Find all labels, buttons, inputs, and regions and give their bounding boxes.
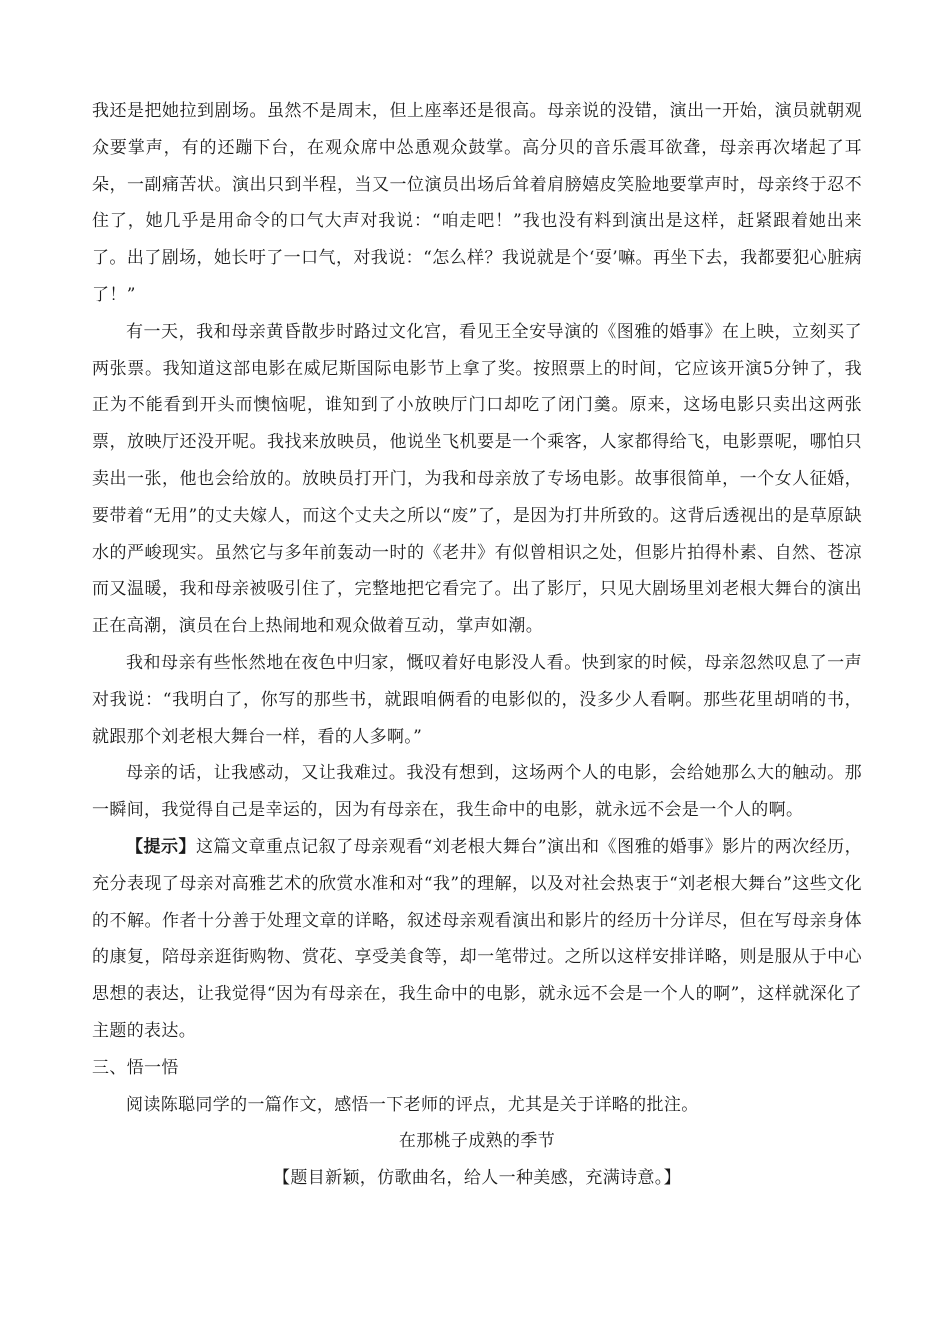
paragraph-walk-home: 我和母亲有些怅然地在夜色中归家，慨叹着好电影没人看。快到家的时候，母亲忽然叹息了一声对我说：“我明白了，你写的那些书，就跟咱俩看的电影似的，没多少人看啊。那些花里胡哨的书，就跟那个刘老根大舞台一样，看的人多啊。” bbox=[92, 652, 862, 747]
section-heading: 三、悟一悟 bbox=[92, 1057, 179, 1078]
paragraph-movie: 有一天，我和母亲黄昏散步时路过文化宫，看见王全安导演的《图雅的婚事》在上映，立刻买了两张票。我知道这部电影在威尼斯国际电影节上拿了奖。按照票上的时间，它应该开演5分钟了，我正为不能看到开头而懊恼呢，谁知到了小放映厅门口却吃了闭门羹。原来，这场电影只卖出这两张票，放映厅还没开呢。我找来放映员，他说坐飞机要是一个乘客，人家都得给飞，电影票呢，哪怕只卖出一张，他也会给放的。放映员打开门，为我和母亲放了专场电影。故事很简单，一个女人征婚，要带着“无用”的丈夫嫁人，而这个丈夫之所以“废”了，是因为打井所致的。这背后透视出的是草原缺水的严峻现实。虽然它与多年前轰动一时的《老井》有似曾相识之处，但影片拍得朴素、自然、苍凉而又温暖，我和母亲被吸引住了，完整地把它看完了。出了影厅，只见大剧场里刘老根大舞台的演出正在高潮，演员在台上热闹地和观众做着互动，掌声如潮。 bbox=[92, 321, 862, 637]
paragraph-theater: 我还是把她拉到剧场。虽然不是周末，但上座率还是很高。母亲说的没错，演出一开始，演员就朝观众要掌声，有的还蹦下台，在观众席中怂恿观众鼓掌。高分贝的音乐震耳欲聋，母亲再次堵起了耳朵，一副痛苦状。演出只到半程，当又一位演员出场后耸着肩膀嬉皮笑脸地要掌声时，母亲终于忍不住了，她几乎是用命令的口气大声对我说：“咱走吧！”我也没有料到演出是这样，赶紧跟着她出来了。出了剧场，她长吁了一口气，对我说：“怎么样？我说就是个‘耍’嘛。再坐下去，我都要犯心脏病了！” bbox=[92, 101, 862, 305]
essay-title: 在那桃子成熟的季节 bbox=[398, 1131, 556, 1152]
hint-text: 这篇文章重点记叙了母亲观看“刘老根大舞台”演出和《图雅的婚事》影片的两次经历，充分表现了母亲对高雅艺术的欣赏水准和对“我”的理解，以及对社会热衷于“刘老根大舞台”这些文化的不解。作者十分善于处理文章的详略，叙述母亲观看演出和影片的经历十分详尽，但在写母亲身体的康复，陪母亲逛街购物、赏花、享受美食等，却一笔带过。之所以这样安排详略，则是服从于中心思想的表达，让我觉得“因为有母亲在，我生命中的电影，就永远不会是一个人的啊”，这样就深化了主题的表达。 bbox=[92, 836, 862, 1041]
hint-label: 【提示】 bbox=[126, 836, 197, 857]
document-body bbox=[92, 93, 862, 1197]
hint-paragraph bbox=[92, 829, 862, 1050]
title-comment: 【题目新颖，仿歌曲名，给人一种美感，充满诗意。】 bbox=[273, 1168, 681, 1189]
instruction-paragraph: 阅读陈聪同学的一篇作文，感悟一下老师的评点，尤其是关于详略的批注。 bbox=[126, 1094, 699, 1115]
paragraph-reflection: 母亲的话，让我感动，又让我难过。我没有想到，这场两个人的电影，会给她那么大的触动。那一瞬间，我觉得自己是幸运的，因为有母亲在，我生命中的电影，就永远不会是一个人的啊。 bbox=[92, 763, 862, 821]
